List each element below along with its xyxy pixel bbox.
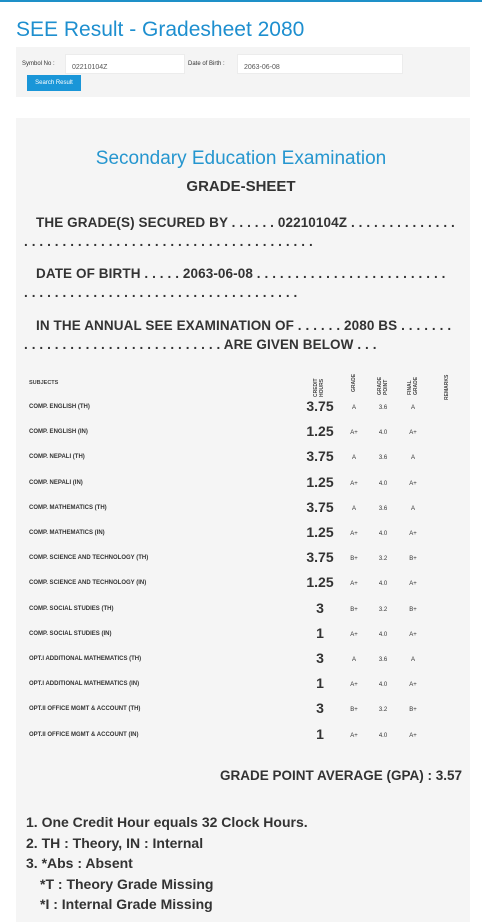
grade-cell: A+ <box>350 480 358 487</box>
table-row <box>0 598 482 623</box>
table-row <box>0 421 482 446</box>
grade-cell: A+ <box>350 682 358 689</box>
dob-input[interactable] <box>237 54 403 74</box>
final-grade-cell: B+ <box>409 707 417 714</box>
credit-hours-cell: 3 <box>316 700 324 717</box>
grade-point-cell: 4.0 <box>378 732 388 739</box>
final-grade-cell: A+ <box>409 480 417 487</box>
grade-point-cell: 4.0 <box>378 631 388 638</box>
final-grade-cell: A+ <box>409 682 417 689</box>
subject-cell: COMP. MATHEMATICS (TH) <box>29 504 107 511</box>
grade-sheet-title: GRADE-SHEET <box>186 178 296 195</box>
dob-label: Date of Birth : <box>188 61 225 67</box>
subject-cell: OPT.I ADDITIONAL MATHEMATICS (TH) <box>29 656 142 662</box>
grade-point-cell: 3.2 <box>378 707 388 714</box>
final-grade-cell: A <box>410 657 415 663</box>
page-title: SEE Result - Gradesheet 2080 <box>16 18 305 41</box>
grade-header <box>351 374 357 392</box>
subject-cell: COMP. SOCIAL STUDIES (IN) <box>29 630 112 637</box>
subject-cell: COMP. NEPALI (IN) <box>29 479 83 486</box>
grade-cell: A <box>351 405 356 411</box>
credit-hours-cell: 3.75 <box>306 448 334 465</box>
grade-point-cell: 4.0 <box>378 581 388 588</box>
table-row <box>0 572 482 597</box>
subjects-header: SUBJECTS <box>29 380 59 386</box>
grade-point-cell: 3.6 <box>378 657 388 663</box>
note-item: *T : Theory Grade Missing <box>40 875 214 892</box>
table-row <box>0 623 482 648</box>
grade-cell: B+ <box>350 707 358 714</box>
table-row <box>0 724 482 749</box>
secured-by-line-1: THE GRADE(S) SECURED BY . . . . . . 02210104Z . . . . . . . . . . . . . . <box>36 215 455 230</box>
grade-cell: A+ <box>350 732 358 739</box>
exam-statement <box>24 316 464 354</box>
subject-cell: COMP. SCIENCE AND TECHNOLOGY (IN) <box>29 580 147 587</box>
final-grade-header <box>407 377 419 395</box>
grade-cell: B+ <box>350 556 358 563</box>
final-grade-cell: B+ <box>409 606 417 613</box>
table-row <box>0 673 482 698</box>
grade-point-cell: 3.6 <box>378 505 388 512</box>
final-grade-cell: A+ <box>409 430 417 437</box>
grade-cell: A <box>351 455 356 462</box>
secured-by-statement <box>24 213 464 251</box>
grade-point-cell: 3.6 <box>378 455 388 462</box>
subject-cell: COMP. MATHEMATICS (IN) <box>29 530 105 536</box>
credit-hours-cell: 3.75 <box>306 498 334 515</box>
note-item: 1. One Credit Hour equals 32 Clock Hours. <box>26 814 308 830</box>
credit-hours-cell: 1 <box>316 675 324 692</box>
notes-list <box>26 812 308 915</box>
symbol-no-input[interactable] <box>65 54 185 74</box>
grade-header-text: GRADE <box>351 373 357 392</box>
credit-hours-header-line-1: CREDIT <box>313 378 319 397</box>
gpa-summary: GRADE POINT AVERAGE (GPA) : 3.57 <box>220 768 463 783</box>
final-grade-cell: A+ <box>409 732 417 739</box>
grade-point-header-line-1: GRADE <box>377 376 383 395</box>
subject-cell: OPT.I ADDITIONAL MATHEMATICS (IN) <box>29 681 140 688</box>
credit-hours-header <box>313 378 325 397</box>
grade-cell: B+ <box>350 606 358 613</box>
table-row <box>0 396 482 421</box>
dob-line-2: . . . . . . . . . . . . . . . . . . . . . . . . . . . . . . . . . . . . <box>24 285 298 300</box>
credit-hours-cell: 1.25 <box>306 574 334 591</box>
credit-hours-cell: 1.25 <box>306 524 334 540</box>
table-row <box>0 522 482 547</box>
grade-point-cell: 3.2 <box>378 606 388 613</box>
table-row <box>0 547 482 572</box>
grade-cell: A+ <box>350 430 358 437</box>
credit-hours-cell: 1 <box>316 725 324 742</box>
final-grade-cell: A+ <box>409 531 417 537</box>
subject-cell: COMP. NEPALI (TH) <box>29 454 85 461</box>
table-row <box>0 698 482 723</box>
note-item: *I : Internal Grade Missing <box>40 896 213 913</box>
credit-hours-cell: 3 <box>316 650 324 666</box>
grade-point-cell: 4.0 <box>378 531 388 537</box>
grade-cell: A <box>351 657 356 663</box>
grade-point-cell: 4.0 <box>378 430 388 437</box>
top-accent-line <box>0 0 482 2</box>
symbol-no-label: Symbol No : <box>22 61 55 67</box>
grade-point-header <box>377 377 389 395</box>
table-row <box>0 446 482 471</box>
credit-hours-cell: 3.75 <box>306 398 334 414</box>
credit-hours-cell: 1.25 <box>306 473 334 490</box>
dob-statement <box>24 264 464 302</box>
subject-cell: COMP. ENGLISH (IN) <box>29 429 88 436</box>
final-grade-cell: A+ <box>409 631 417 638</box>
credit-hours-header-line-2: HOURS <box>319 378 325 397</box>
grade-point-cell: 3.6 <box>378 405 388 411</box>
note-item: 3. *Abs : Absent <box>26 855 133 872</box>
exam-line-1: IN THE ANNUAL SEE EXAMINATION OF . . . . . . 2080 BS . . . . . . . <box>36 318 452 333</box>
final-grade-cell: B+ <box>409 556 417 563</box>
subject-cell: COMP. SCIENCE AND TECHNOLOGY (TH) <box>29 555 149 562</box>
subject-cell: OPT.II OFFICE MGMT & ACCOUNT (TH) <box>29 706 141 713</box>
grade-point-cell: 3.2 <box>378 556 388 563</box>
final-grade-cell: A <box>410 505 415 512</box>
grade-cell: A+ <box>350 531 358 537</box>
grade-point-cell: 4.0 <box>378 682 388 689</box>
final-grade-cell: A <box>410 405 415 411</box>
table-row <box>0 648 482 673</box>
table-row <box>0 472 482 497</box>
search-result-button[interactable]: Search Result <box>27 75 81 91</box>
secured-by-line-2: . . . . . . . . . . . . . . . . . . . . . . . . . . . . . . . . . . . . . . <box>24 234 313 249</box>
exam-line-2: . . . . . . . . . . . . . . . . . . . . . . . . . . ARE GIVEN BELOW . . . <box>24 337 377 352</box>
grade-cell: A+ <box>350 631 358 638</box>
subject-cell: OPT.II OFFICE MGMT & ACCOUNT (IN) <box>29 731 139 738</box>
table-row <box>0 497 482 522</box>
exam-title: Secondary Education Examination <box>95 148 387 169</box>
grade-cell: A+ <box>350 581 358 588</box>
credit-hours-cell: 1.25 <box>306 423 334 440</box>
credit-hours-cell: 3.75 <box>306 549 334 566</box>
final-grade-cell: A <box>410 455 415 462</box>
grade-point-header-line-2: POINT <box>383 379 389 395</box>
credit-hours-cell: 1 <box>316 624 324 641</box>
final-grade-header-line-2: GRADE <box>413 376 419 395</box>
subject-cell: COMP. SOCIAL STUDIES (TH) <box>29 605 114 612</box>
grade-point-cell: 4.0 <box>378 480 388 487</box>
final-grade-cell: A+ <box>409 581 417 588</box>
grade-cell: A <box>351 505 356 512</box>
credit-hours-cell: 3 <box>316 599 324 616</box>
dob-line-1: DATE OF BIRTH . . . . . 2063-06-08 . . . . . . . . . . . . . . . . . . . . . . . . . <box>36 266 446 281</box>
remarks-header-text: REMARKS <box>444 374 450 400</box>
subject-cell: COMP. ENGLISH (TH) <box>29 404 90 410</box>
final-grade-header-line-1: FINAL <box>407 380 413 395</box>
note-item: 2. TH : Theory, IN : Internal <box>26 834 204 851</box>
